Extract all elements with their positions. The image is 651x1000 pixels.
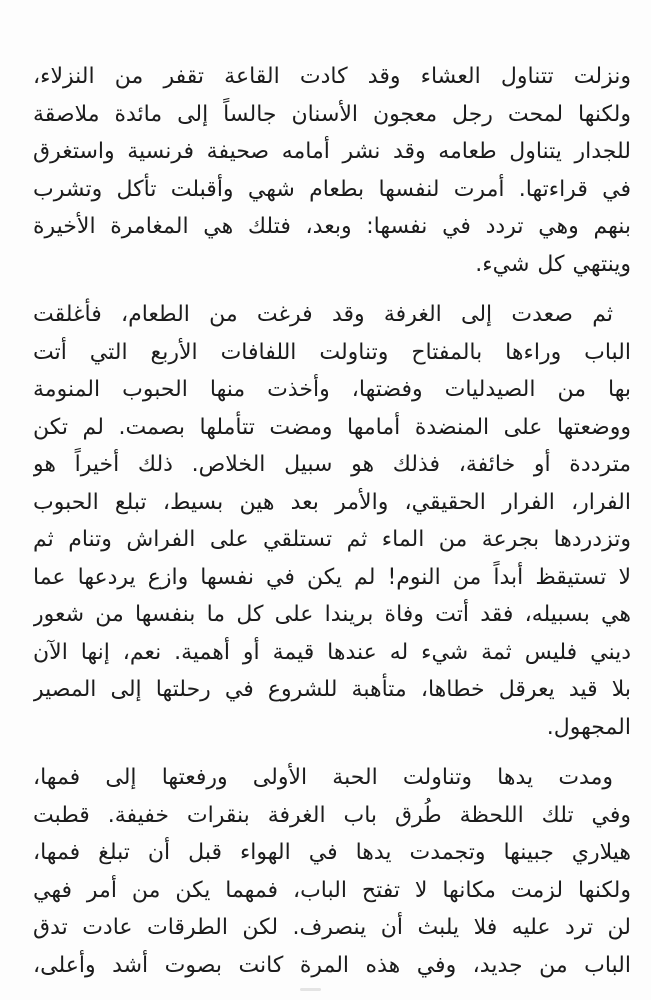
text-line: ومدت يدها وتناولت الحبة الأولى ورفعتها إلى فمها، (33, 765, 613, 790)
text-line: مترددة أو خائفة، فذلك هو سبيل الخلاص. ذلك أخيراً هو (33, 452, 631, 477)
paragraph (33, 759, 631, 984)
text-line: لا تستيقظ أبداً من النوم! لم يكن في نفسها وازع يردعها عما (33, 564, 631, 590)
text-line: في قراءتها. أمرت لنفسها بطعام شهي وأقبلت تأكل وتشرب (33, 176, 631, 202)
text-line: ونزلت تتناول العشاء وقد كادت القاعة تقفر من النزلاء، (33, 64, 631, 89)
paragraph (33, 296, 631, 746)
text-line: بها من الصيدليات وفضتها، وأخذت منها الحبوب المنومة (33, 377, 631, 402)
paragraph (33, 58, 631, 283)
text-line: بلا قيد يعرقل خطاها، متأهبة للشروع في رحلتها إلى المصير (33, 677, 631, 702)
text-line: ووضعتها على المنضدة أمامها ومضت تتأملها بصمت. لم تكن (33, 414, 631, 440)
text-line: الباب من جديد، وفي هذه المرة كانت بصوت أشد وأعلى، (33, 952, 631, 978)
text-line: وينتهي كل شيء. (475, 251, 631, 277)
text-line: وفي تلك اللحظة طُرق باب الغرفة بنقرات خفيفة. قطبت (33, 802, 631, 828)
text-line: للجدار يتناول طعامه وقد نشر أمامه صحيفة فرنسية واستغرق (33, 139, 631, 164)
text-line: هيلاري جبينها وتجمدت يدها في الهواء قبل أن تبلغ فمها، (33, 840, 631, 865)
text-line: الفرار، الفرار الحقيقي، والأمر بعد هين بسيط، تبلع الحبوب (33, 489, 631, 515)
text-line: ولكنها لزمت مكانها لا تفتح الباب، فمهما يكن من أمر فهي (33, 877, 631, 903)
text-line: المجهول. (546, 714, 631, 740)
text-line: ثم صعدت إلى الغرفة وقد فرغت من الطعام، فأغلقت (33, 302, 613, 327)
text-line: ديني فليس ثمة شيء له عندها قيمة أو أهمية. نعم، إنها الآن (33, 639, 631, 665)
text-line: بنهم وهي تردد في نفسها: وبعد، فتلك هي المغامرة الأخيرة (33, 214, 631, 239)
text-block (33, 58, 631, 997)
text-line: وتزدردها بجرعة من الماء ثم تستلقي على الفراش وتنام ثم (33, 527, 631, 552)
text-line: الباب وراءها بالمفتاح وتناولت اللفافات الأربع التي أتت (33, 339, 631, 365)
text-line: لن ترد عليه فلا يلبث أن ينصرف. لكن الطرقات عادت تدق (33, 915, 631, 940)
page-number-cropped-mark (300, 988, 321, 991)
text-line: هي بسبيله، فقد أتت وفاة بريندا على كل ما بنفسها من شعور (33, 602, 631, 627)
text-line: ولكنها لمحت رجل معجون الأسنان جالساً إلى مائدة ملاصقة (33, 101, 631, 127)
